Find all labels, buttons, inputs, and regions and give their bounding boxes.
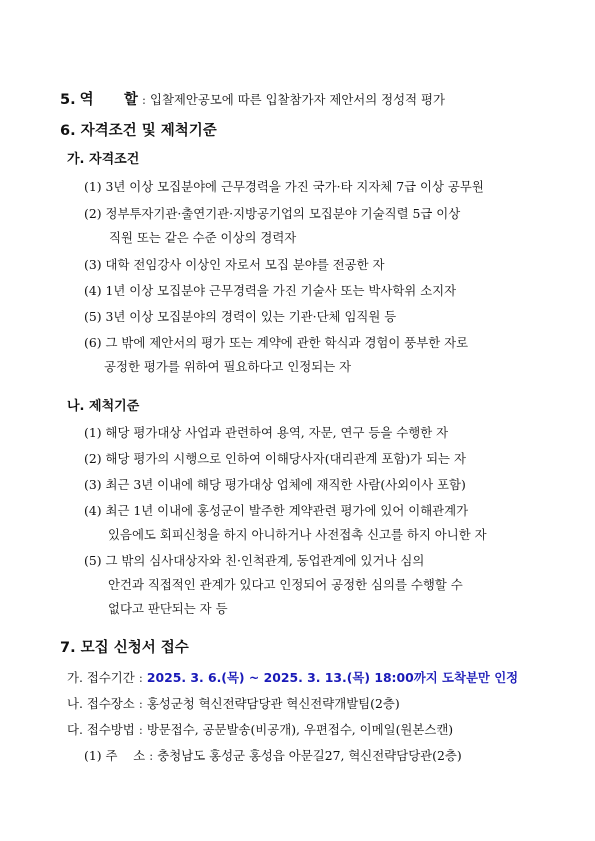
qual-item-3 [84, 257, 384, 273]
receipt-address-colon: : [149, 748, 154, 763]
qual-item-5-num: (5) [84, 309, 102, 324]
receipt-place-value: 홍성군청 혁신전략담당관 혁신전략개발팀(2층) [146, 696, 400, 711]
qual-item-3-text: 대학 전임강사 이상인 자로서 모집 분야를 전공한 자 [105, 257, 385, 272]
receipt-method-label: 다. 접수방법 [67, 722, 135, 737]
excl-item-2-text: 해당 평가의 시행으로 인하여 이해당사자(대리관계 포함)가 되는 자 [105, 451, 466, 466]
receipt-period [67, 670, 518, 686]
receipt-period-colon: : [138, 670, 143, 685]
excl-item-4 [84, 503, 468, 519]
excl-item-3-text: 최근 3년 이내에 해당 평가대상 업체에 재직한 사람(사외이사 포함) [105, 477, 466, 492]
qual-item-4-num: (4) [84, 283, 102, 298]
qual-item-4 [84, 283, 456, 299]
excl-item-5-cont2: 없다고 판단되는 자 등 [108, 601, 228, 616]
section5-title: 역 할 [79, 92, 138, 108]
receipt-period-label: 가. 접수기간 [67, 670, 135, 685]
qual-item-2-cont: 직원 또는 같은 수준 이상의 경력자 [109, 230, 297, 245]
excl-item-1 [84, 425, 448, 441]
receipt-place [67, 696, 400, 712]
excl-item-1-num: (1) [84, 425, 102, 440]
receipt-place-colon: : [138, 696, 143, 711]
receipt-address-value: 충청남도 홍성군 홍성읍 아문길27, 혁신전략담당관(2층) [157, 748, 462, 763]
section5-colon: : [141, 92, 147, 107]
section5-line [60, 92, 445, 108]
qual-item-3-num: (3) [84, 257, 102, 272]
section5-number: 5. [60, 92, 76, 108]
qual-item-2-text: 정부투자기관·출연기관·지방공기업의 모집분야 기술직렬 5급 이상 [105, 206, 461, 221]
receipt-address-label: (1) 주 소 [84, 748, 146, 763]
section6-sub-b-title: 나. 제척기준 [67, 399, 140, 414]
section6-title: 6. 자격조건 및 제척기준 [60, 123, 217, 139]
receipt-method [67, 722, 453, 738]
qual-item-2-num: (2) [84, 206, 102, 221]
qual-item-5 [84, 309, 396, 325]
receipt-method-value: 방문접수, 공문발송(비공개), 우편접수, 이메일(원본스캔) [146, 722, 454, 737]
excl-item-5 [84, 553, 424, 569]
excl-item-3-num: (3) [84, 477, 102, 492]
receipt-method-colon: : [138, 722, 143, 737]
excl-item-4-num: (4) [84, 503, 102, 518]
qual-item-1-text: 3년 이상 모집분야에 근무경력을 가진 국가·타 지자체 7급 이상 공무원 [105, 179, 484, 194]
qual-item-6-cont: 공정한 평가를 위하여 필요하다고 인정되는 자 [104, 359, 352, 374]
qual-item-2 [84, 206, 460, 222]
excl-item-2-num: (2) [84, 451, 102, 466]
receipt-period-value: 2025. 3. 6.(목) ~ 2025. 3. 13.(목) 18:00까지 도착분만 인정 [146, 670, 519, 685]
section7-title: 7. 모집 신청서 접수 [60, 640, 189, 656]
qual-item-1 [84, 179, 484, 195]
qual-item-5-text: 3년 이상 모집분야의 경력이 있는 기관·단체 임직원 등 [105, 309, 397, 324]
qual-item-6-num: (6) [84, 335, 102, 350]
qual-item-4-text: 1년 이상 모집분야 근무경력을 가진 기술사 또는 박사학위 소지자 [105, 283, 457, 298]
excl-item-5-cont1: 안건과 직접적인 관계가 있다고 인정되어 공정한 심의를 수행할 수 [108, 577, 463, 592]
section6-sub-a-title: 가. 자격조건 [67, 152, 140, 167]
excl-item-3 [84, 477, 466, 493]
excl-item-5-num: (5) [84, 553, 102, 568]
qual-item-6 [84, 335, 468, 351]
excl-item-5-text: 그 밖의 심사대상자와 친·인척관계, 동업관계에 있거나 심의 [105, 553, 425, 568]
excl-item-4-cont: 있음에도 회피신청을 하지 아니하거나 사전접촉 신고를 하지 아니한 자 [108, 527, 487, 542]
excl-item-2 [84, 451, 466, 467]
section5-text: 입찰제안공모에 따른 입찰참가자 제안서의 정성적 평가 [149, 92, 445, 107]
receipt-place-label: 나. 접수장소 [67, 696, 135, 711]
excl-item-1-text: 해당 평가대상 사업과 관련하여 용역, 자문, 연구 등을 수행한 자 [105, 425, 449, 440]
qual-item-6-text: 그 밖에 제안서의 평가 또는 계약에 관한 학식과 경험이 풍부한 자로 [105, 335, 469, 350]
receipt-address [84, 748, 462, 764]
qual-item-1-num: (1) [84, 179, 102, 194]
excl-item-4-text: 최근 1년 이내에 홍성군이 발주한 계약관련 평가에 있어 이해관계가 [105, 503, 469, 518]
